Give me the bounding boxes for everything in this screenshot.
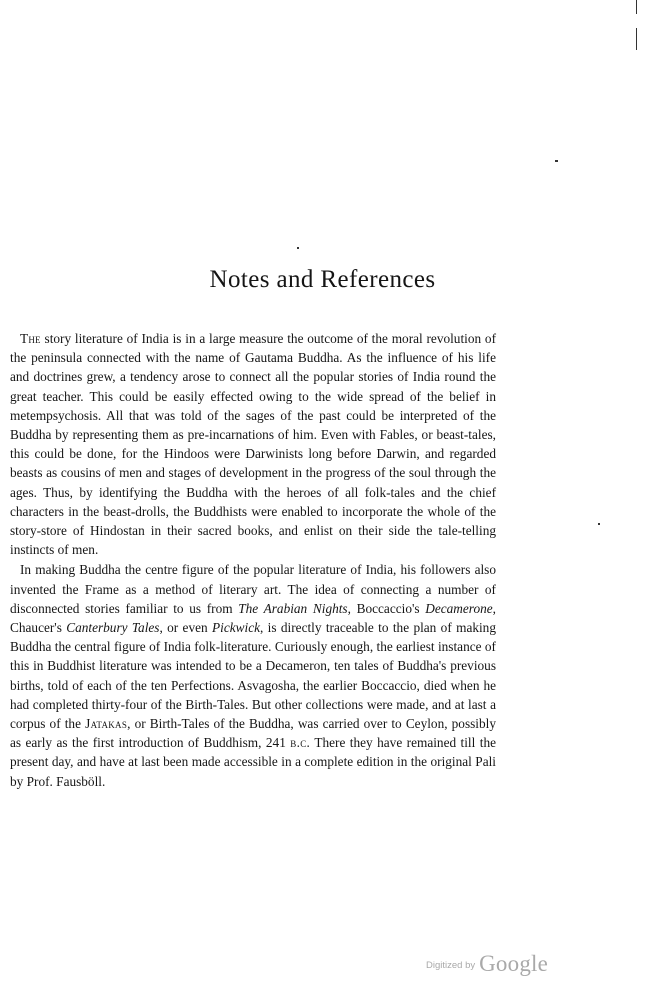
scan-speck-2 xyxy=(297,247,299,249)
title-pickwick: Pickwick xyxy=(212,620,261,636)
google-logo: Google xyxy=(479,951,549,976)
era-abbreviation: b.c. xyxy=(290,735,311,751)
body-text xyxy=(10,329,496,791)
paragraph-2-part-1: In making Buddha the centre figure of the popular literature of India, his followers also invented the Frame as a method of literary art. The idea of connecting a number of disconnected stories familiar to us from xyxy=(10,562,496,616)
paragraph-2-part-3: , Chaucer's xyxy=(10,600,496,636)
scan-mark-top xyxy=(636,0,637,14)
paragraph-1-text: story literature of India is in a large measure the outcome of the moral revolution of the peninsula connected with the name of Gautama Buddha. As the influence of his life and doctrines grew, a tendency arose to connect all the popular stories of India round the great teacher. This could be easily effected owing to the wide spread of the belief in metempsychosis. All that was told of the sages of the past could be interpreted of the Buddha by representing them as pre-incarnations of him. Even with Fables, or beast-tales, this could be done, for the Hindoos were Darwinists long before Darwin, and regarded beasts as cousins of men and stages of development in the progress of the soul through the ages. Thus, by identifying the Buddha with the heroes of all folk-tales and the chief characters in the beast-drolls, the Buddhists were enabled to incorporate the whole of the story-store of Hindostan in their sacred books, and enlist on their side the tale-telling instincts of men. xyxy=(10,331,496,558)
paragraph-2-part-2: , Boccaccio's xyxy=(347,600,420,616)
paragraph-1 xyxy=(10,329,496,559)
page-title: Notes and References xyxy=(209,266,436,293)
paragraph-2-part-6: , or Birth-Tales of the Buddha, was carried over to Ceylon, possibly as early as the first introduction of Buddhism, 241 xyxy=(10,716,496,751)
paragraph-2 xyxy=(10,560,496,790)
digitized-watermark xyxy=(426,951,548,977)
watermark-prefix: Digitized by xyxy=(426,960,476,971)
title-decamerone: Decamerone xyxy=(425,600,493,616)
title-arabian-nights: The Arabian Nights xyxy=(238,600,348,616)
term-jatakas: Jatakas xyxy=(85,716,128,732)
scan-mark-upper xyxy=(636,28,637,50)
opening-word: The xyxy=(20,331,41,346)
paragraph-2-part-4: , or even xyxy=(159,620,208,636)
paragraph-2-part-5: , is directly traceable to the plan of making Buddha the central figure of India folk-literature. Curiously enough, the earliest instance of this in Buddhist literature was intended to be a Decameron, ten tales of Buddha's previous births, told of each of the ten Perfections. Asvagosha, the earlier Boccaccio, died when he had completed thirty-four of the Birth-Tales. But other collections were made, and at last a corpus of the xyxy=(10,620,496,732)
paragraph-2-part-7: There they have remained till the present day, and have at last been made accessible in a complete edition in the original Pali by Prof. Fausböll. xyxy=(10,735,496,789)
scan-speck-1 xyxy=(555,160,558,162)
title-canterbury-tales: Canterbury Tales xyxy=(66,620,160,636)
scan-speck-3 xyxy=(598,523,600,525)
